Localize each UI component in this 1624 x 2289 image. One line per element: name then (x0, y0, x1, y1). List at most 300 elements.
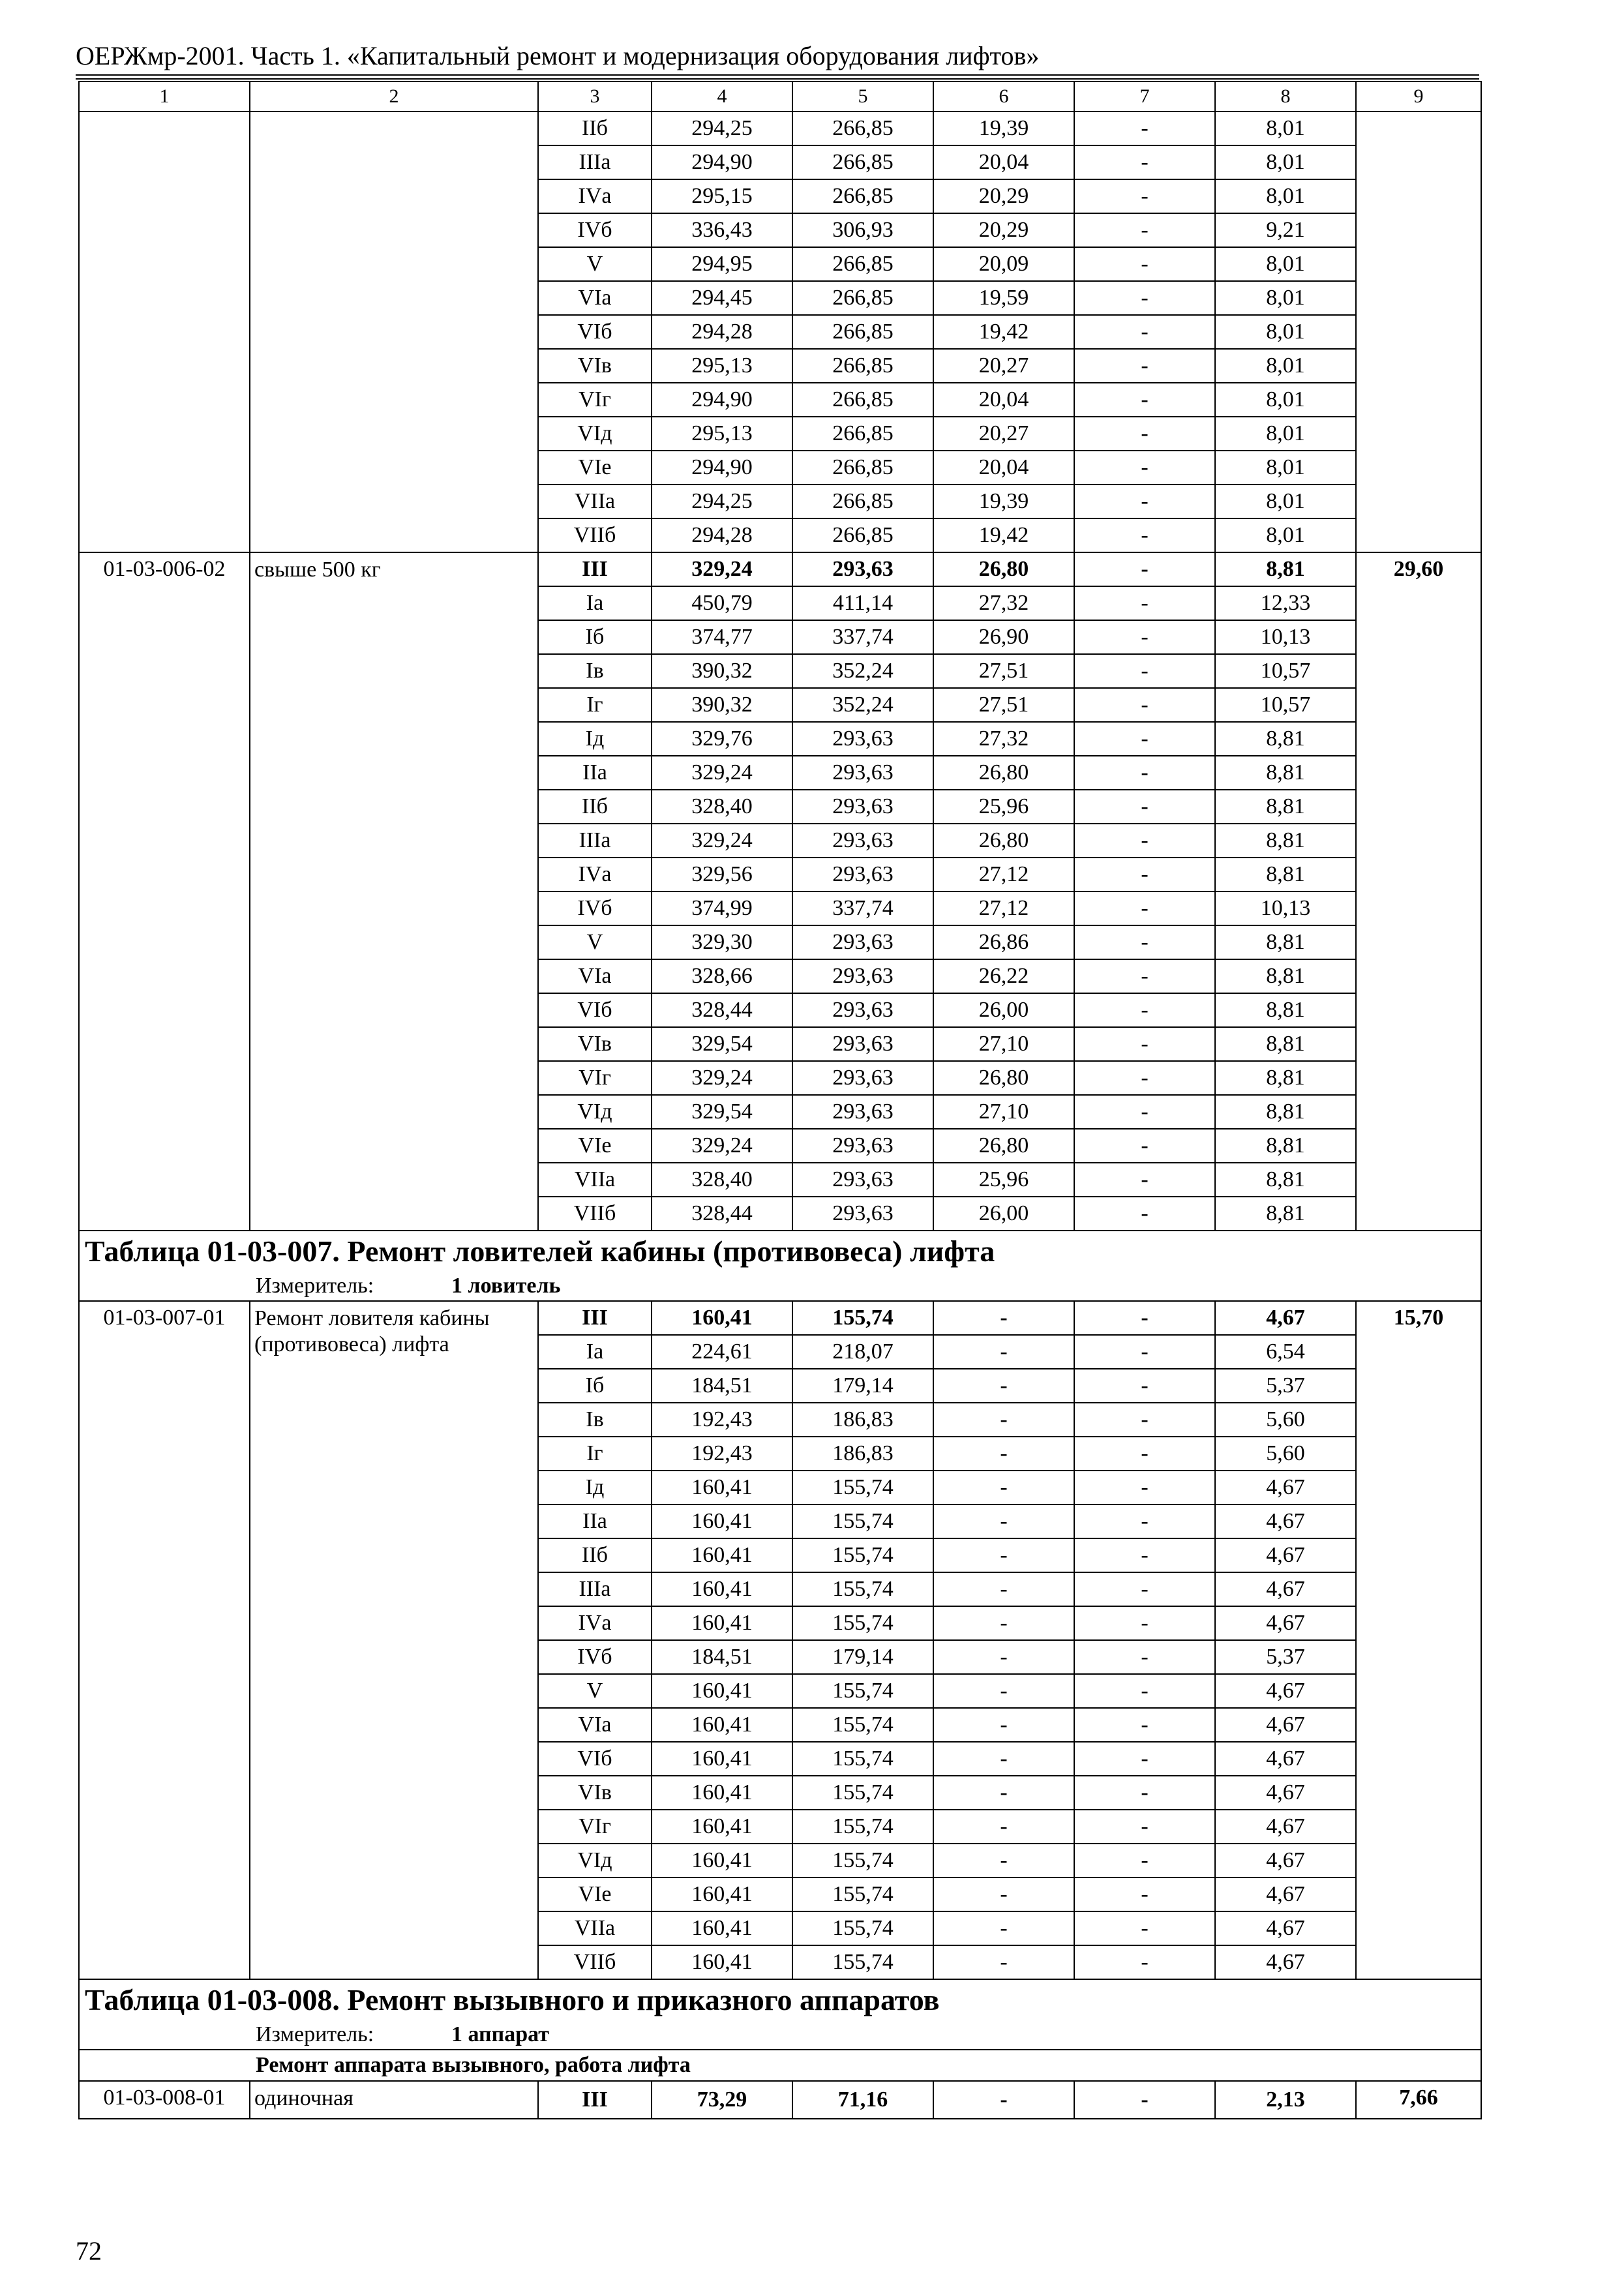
machinist-salary-cell: - (1074, 1061, 1215, 1095)
total-cost-cell: 160,41 (652, 1878, 792, 1911)
materials-cell: 4,67 (1215, 1572, 1356, 1606)
machinist-salary-cell: - (1074, 790, 1215, 824)
machine-cost-cell: - (933, 1640, 1074, 1674)
machine-cost-cell: 27,12 (933, 858, 1074, 891)
materials-cell: 12,33 (1215, 586, 1356, 620)
salary-cell: 266,85 (792, 112, 933, 145)
machinist-salary-cell: - (1074, 1129, 1215, 1163)
machine-cost-cell: 19,59 (933, 281, 1074, 315)
materials-cell: 8,81 (1215, 824, 1356, 858)
machine-cost-cell: 19,42 (933, 315, 1074, 349)
machinist-salary-cell: - (1074, 688, 1215, 722)
machine-cost-cell: 19,39 (933, 112, 1074, 145)
salary-cell: 155,74 (792, 1810, 933, 1844)
zone-cell: IIб (538, 790, 652, 824)
machinist-salary-cell: - (1074, 247, 1215, 281)
salary-cell: 293,63 (792, 1061, 933, 1095)
zone-cell: Iа (538, 1335, 652, 1369)
column-header: 3 (538, 82, 652, 112)
meter-label: Измеритель: (256, 1274, 374, 1298)
zone-cell: Iб (538, 620, 652, 654)
machine-cost-cell: 27,51 (933, 688, 1074, 722)
salary-cell: 266,85 (792, 145, 933, 179)
materials-cell: 8,81 (1215, 1129, 1356, 1163)
salary-cell: 293,63 (792, 993, 933, 1027)
table-body (79, 82, 1481, 2119)
machine-cost-cell: 20,27 (933, 417, 1074, 451)
salary-cell: 293,63 (792, 722, 933, 756)
machinist-salary-cell: - (1074, 1878, 1215, 1911)
salary-cell: 155,74 (792, 1538, 933, 1572)
machine-cost-cell: - (933, 1335, 1074, 1369)
machinist-salary-cell: - (1074, 281, 1215, 315)
meter-value: 1 ловитель (451, 1274, 561, 1298)
machinist-salary-cell: - (1074, 1606, 1215, 1640)
machinist-salary-cell: - (1074, 349, 1215, 383)
machinist-salary-cell: - (1074, 1471, 1215, 1504)
total-cost-cell: 160,41 (652, 1572, 792, 1606)
zone-cell: IIIа (538, 145, 652, 179)
salary-cell: 293,63 (792, 756, 933, 790)
zone-cell: III (538, 552, 652, 586)
zone-cell: VIIб (538, 1945, 652, 1979)
total-cost-cell: 294,28 (652, 518, 792, 552)
total-cost-cell: 73,29 (652, 2081, 792, 2119)
total-cost-cell: 294,95 (652, 247, 792, 281)
zone-cell: IVб (538, 1640, 652, 1674)
total-cost-cell: 294,90 (652, 451, 792, 485)
table-row (79, 552, 1481, 586)
total-cost-cell: 160,41 (652, 1708, 792, 1742)
machine-cost-cell: - (933, 1471, 1074, 1504)
zone-cell: IIа (538, 1504, 652, 1538)
labor-total: 15,70 (1356, 1301, 1481, 1979)
materials-cell: 8,81 (1215, 959, 1356, 993)
table-title: Таблица 01-03-007. Ремонт ловителей кабины (противовеса) лифта (79, 1231, 1481, 1272)
machine-cost-cell: 25,96 (933, 790, 1074, 824)
salary-cell: 155,74 (792, 1301, 933, 1335)
materials-cell: 10,57 (1215, 688, 1356, 722)
salary-cell: 266,85 (792, 451, 933, 485)
total-cost-cell: 160,41 (652, 1504, 792, 1538)
machinist-salary-cell: - (1074, 993, 1215, 1027)
machinist-salary-cell: - (1074, 1776, 1215, 1810)
machinist-salary-cell: - (1074, 1301, 1215, 1335)
machine-cost-cell: 26,86 (933, 925, 1074, 959)
subheader-text: Ремонт аппарата вызывного, работа лифта (79, 2050, 1481, 2081)
total-cost-cell: 160,41 (652, 1674, 792, 1708)
meter-value: 1 аппарат (451, 2022, 549, 2046)
zone-cell: IVа (538, 858, 652, 891)
salary-cell: 155,74 (792, 1708, 933, 1742)
total-cost-cell: 160,41 (652, 1945, 792, 1979)
total-cost-cell: 160,41 (652, 1844, 792, 1878)
materials-cell: 8,81 (1215, 925, 1356, 959)
zone-cell: VIб (538, 1742, 652, 1776)
total-cost-cell: 160,41 (652, 1742, 792, 1776)
salary-cell: 155,74 (792, 1606, 933, 1640)
zone-cell: Iд (538, 722, 652, 756)
machine-cost-cell: - (933, 1572, 1074, 1606)
machinist-salary-cell: - (1074, 1197, 1215, 1231)
rate-code: 01-03-006-02 (79, 552, 250, 1231)
zone-cell: VIб (538, 993, 652, 1027)
salary-cell: 186,83 (792, 1403, 933, 1437)
machinist-salary-cell: - (1074, 485, 1215, 518)
machine-cost-cell: 26,80 (933, 756, 1074, 790)
zone-cell: VIIб (538, 518, 652, 552)
materials-cell: 4,67 (1215, 1776, 1356, 1810)
total-cost-cell: 328,40 (652, 1163, 792, 1197)
zone-cell: Iв (538, 1403, 652, 1437)
machine-cost-cell: 20,29 (933, 179, 1074, 213)
zone-cell: VIе (538, 1878, 652, 1911)
materials-cell: 9,21 (1215, 213, 1356, 247)
total-cost-cell: 160,41 (652, 1471, 792, 1504)
machinist-salary-cell: - (1074, 722, 1215, 756)
machine-cost-cell: - (933, 2081, 1074, 2119)
total-cost-cell: 328,40 (652, 790, 792, 824)
rates-table (78, 81, 1482, 2119)
machinist-salary-cell: - (1074, 417, 1215, 451)
total-cost-cell: 294,45 (652, 281, 792, 315)
total-cost-cell: 160,41 (652, 1301, 792, 1335)
machinist-salary-cell: - (1074, 1810, 1215, 1844)
labor-total (1356, 112, 1481, 552)
zone-cell: VIд (538, 1844, 652, 1878)
machinist-salary-cell: - (1074, 1640, 1215, 1674)
zone-cell: V (538, 247, 652, 281)
salary-cell: 266,85 (792, 247, 933, 281)
materials-cell: 8,01 (1215, 518, 1356, 552)
total-cost-cell: 295,13 (652, 417, 792, 451)
total-cost-cell: 224,61 (652, 1335, 792, 1369)
materials-cell: 4,67 (1215, 1301, 1356, 1335)
materials-cell: 8,81 (1215, 1095, 1356, 1129)
total-cost-cell: 192,43 (652, 1403, 792, 1437)
machine-cost-cell: 27,51 (933, 654, 1074, 688)
zone-cell: IIб (538, 1538, 652, 1572)
column-header: 2 (250, 82, 538, 112)
machine-cost-cell: 20,27 (933, 349, 1074, 383)
materials-cell: 8,01 (1215, 145, 1356, 179)
salary-cell: 179,14 (792, 1640, 933, 1674)
materials-cell: 8,01 (1215, 349, 1356, 383)
machine-cost-cell: 26,80 (933, 1129, 1074, 1163)
salary-cell: 293,63 (792, 824, 933, 858)
rate-code: 01-03-008-01 (79, 2081, 250, 2119)
salary-cell: 337,74 (792, 620, 933, 654)
machinist-salary-cell: - (1074, 315, 1215, 349)
machine-cost-cell: 26,80 (933, 1061, 1074, 1095)
total-cost-cell: 294,90 (652, 145, 792, 179)
materials-cell: 8,81 (1215, 552, 1356, 586)
total-cost-cell: 184,51 (652, 1640, 792, 1674)
total-cost-cell: 390,32 (652, 688, 792, 722)
machine-cost-cell: - (933, 1674, 1074, 1708)
machinist-salary-cell: - (1074, 518, 1215, 552)
machine-cost-cell: - (933, 1810, 1074, 1844)
machine-cost-cell: 27,10 (933, 1095, 1074, 1129)
materials-cell: 4,67 (1215, 1844, 1356, 1878)
salary-cell: 293,63 (792, 1027, 933, 1061)
materials-cell: 8,01 (1215, 485, 1356, 518)
total-cost-cell: 294,25 (652, 485, 792, 518)
machine-cost-cell: 26,80 (933, 824, 1074, 858)
zone-cell: Iг (538, 688, 652, 722)
materials-cell: 4,67 (1215, 1742, 1356, 1776)
materials-cell: 8,01 (1215, 247, 1356, 281)
meter-label: Измеритель: (256, 2022, 374, 2046)
total-cost-cell: 374,77 (652, 620, 792, 654)
total-cost-cell: 184,51 (652, 1369, 792, 1403)
salary-cell: 293,63 (792, 858, 933, 891)
zone-cell: VIв (538, 1027, 652, 1061)
salary-cell: 155,74 (792, 1742, 933, 1776)
materials-cell: 8,01 (1215, 315, 1356, 349)
zone-cell: IVб (538, 213, 652, 247)
salary-cell: 218,07 (792, 1335, 933, 1369)
machine-cost-cell: 20,04 (933, 145, 1074, 179)
total-cost-cell: 295,15 (652, 179, 792, 213)
salary-cell: 352,24 (792, 654, 933, 688)
materials-cell: 8,81 (1215, 993, 1356, 1027)
machinist-salary-cell: - (1074, 891, 1215, 925)
zone-cell: V (538, 925, 652, 959)
machine-cost-cell: - (933, 1776, 1074, 1810)
materials-cell: 8,81 (1215, 1163, 1356, 1197)
machine-cost-cell: 26,80 (933, 552, 1074, 586)
materials-cell: 8,81 (1215, 790, 1356, 824)
zone-cell: VIе (538, 451, 652, 485)
total-cost-cell: 390,32 (652, 654, 792, 688)
salary-cell: 266,85 (792, 417, 933, 451)
machine-cost-cell: 26,00 (933, 1197, 1074, 1231)
machinist-salary-cell: - (1074, 1369, 1215, 1403)
machinist-salary-cell: - (1074, 925, 1215, 959)
materials-cell: 4,67 (1215, 1810, 1356, 1844)
subheader-row (79, 2050, 1481, 2081)
materials-cell: 5,60 (1215, 1403, 1356, 1437)
zone-cell: VIа (538, 1708, 652, 1742)
machinist-salary-cell: - (1074, 213, 1215, 247)
salary-cell: 155,74 (792, 1674, 933, 1708)
zone-cell: VIIа (538, 485, 652, 518)
machinist-salary-cell: - (1074, 1742, 1215, 1776)
salary-cell: 266,85 (792, 315, 933, 349)
zone-cell: VIа (538, 281, 652, 315)
materials-cell: 4,67 (1215, 1674, 1356, 1708)
machine-cost-cell: 20,09 (933, 247, 1074, 281)
total-cost-cell: 294,28 (652, 315, 792, 349)
salary-cell: 266,85 (792, 485, 933, 518)
table-title: Таблица 01-03-008. Ремонт вызывного и приказного аппаратов (79, 1979, 1481, 2020)
machinist-salary-cell: - (1074, 756, 1215, 790)
machine-cost-cell: - (933, 1437, 1074, 1471)
column-header: 6 (933, 82, 1074, 112)
total-cost-cell: 450,79 (652, 586, 792, 620)
total-cost-cell: 160,41 (652, 1776, 792, 1810)
total-cost-cell: 329,24 (652, 756, 792, 790)
machinist-salary-cell: - (1074, 959, 1215, 993)
salary-cell: 293,63 (792, 1197, 933, 1231)
machine-cost-cell: 27,12 (933, 891, 1074, 925)
machinist-salary-cell: - (1074, 552, 1215, 586)
rate-name: одиночная (250, 2081, 538, 2119)
zone-cell: Iа (538, 586, 652, 620)
total-cost-cell: 329,24 (652, 1061, 792, 1095)
zone-cell: III (538, 2081, 652, 2119)
total-cost-cell: 160,41 (652, 1606, 792, 1640)
total-cost-cell: 328,44 (652, 1197, 792, 1231)
zone-cell: VIг (538, 383, 652, 417)
materials-cell: 8,01 (1215, 112, 1356, 145)
materials-cell: 10,13 (1215, 891, 1356, 925)
salary-cell: 293,63 (792, 1129, 933, 1163)
machine-cost-cell: - (933, 1606, 1074, 1640)
materials-cell: 10,57 (1215, 654, 1356, 688)
table-row (79, 2081, 1481, 2119)
machinist-salary-cell: - (1074, 1403, 1215, 1437)
salary-cell: 352,24 (792, 688, 933, 722)
salary-cell: 293,63 (792, 552, 933, 586)
salary-cell: 293,63 (792, 1163, 933, 1197)
materials-cell: 4,67 (1215, 1606, 1356, 1640)
machine-cost-cell: - (933, 1844, 1074, 1878)
materials-cell: 8,01 (1215, 383, 1356, 417)
total-cost-cell: 374,99 (652, 891, 792, 925)
header-rule (76, 74, 1479, 76)
machinist-salary-cell: - (1074, 1538, 1215, 1572)
total-cost-cell: 160,41 (652, 1538, 792, 1572)
machinist-salary-cell: - (1074, 654, 1215, 688)
materials-cell: 8,01 (1215, 281, 1356, 315)
machinist-salary-cell: - (1074, 1335, 1215, 1369)
zone-cell: VIд (538, 1095, 652, 1129)
materials-cell: 10,13 (1215, 620, 1356, 654)
rate-code (79, 112, 250, 552)
materials-cell: 4,67 (1215, 1911, 1356, 1945)
machinist-salary-cell: - (1074, 383, 1215, 417)
column-header: 8 (1215, 82, 1356, 112)
zone-cell: IVа (538, 1606, 652, 1640)
materials-cell: 8,01 (1215, 417, 1356, 451)
salary-cell: 155,74 (792, 1878, 933, 1911)
total-cost-cell: 329,30 (652, 925, 792, 959)
materials-cell: 5,60 (1215, 1437, 1356, 1471)
table-title-row (79, 1979, 1481, 2020)
salary-cell: 337,74 (792, 891, 933, 925)
materials-cell: 6,54 (1215, 1335, 1356, 1369)
salary-cell: 293,63 (792, 925, 933, 959)
materials-cell: 8,81 (1215, 1027, 1356, 1061)
materials-cell: 8,01 (1215, 179, 1356, 213)
total-cost-cell: 329,24 (652, 1129, 792, 1163)
machine-cost-cell: 27,10 (933, 1027, 1074, 1061)
materials-cell: 4,67 (1215, 1538, 1356, 1572)
machine-cost-cell: 25,96 (933, 1163, 1074, 1197)
machinist-salary-cell: - (1074, 1844, 1215, 1878)
materials-cell: 5,37 (1215, 1640, 1356, 1674)
machinist-salary-cell: - (1074, 858, 1215, 891)
machine-cost-cell: 20,29 (933, 213, 1074, 247)
materials-cell: 2,13 (1215, 2081, 1356, 2119)
machinist-salary-cell: - (1074, 1674, 1215, 1708)
machine-cost-cell: - (933, 1911, 1074, 1945)
zone-cell: VIе (538, 1129, 652, 1163)
zone-cell: IIIа (538, 1572, 652, 1606)
machine-cost-cell: 26,00 (933, 993, 1074, 1027)
machinist-salary-cell: - (1074, 1945, 1215, 1979)
salary-cell: 155,74 (792, 1572, 933, 1606)
materials-cell: 8,81 (1215, 1061, 1356, 1095)
zone-cell: IIб (538, 112, 652, 145)
zone-cell: VIв (538, 1776, 652, 1810)
machine-cost-cell: 27,32 (933, 586, 1074, 620)
salary-cell: 266,85 (792, 518, 933, 552)
zone-cell: III (538, 1301, 652, 1335)
zone-cell: IIа (538, 756, 652, 790)
header-rule (76, 78, 1479, 80)
zone-cell: V (538, 1674, 652, 1708)
machine-cost-cell: - (933, 1878, 1074, 1911)
zone-cell: VIа (538, 959, 652, 993)
column-header-row (79, 82, 1481, 112)
zone-cell: Iг (538, 1437, 652, 1471)
salary-cell: 266,85 (792, 179, 933, 213)
total-cost-cell: 160,41 (652, 1810, 792, 1844)
total-cost-cell: 328,66 (652, 959, 792, 993)
materials-cell: 4,67 (1215, 1504, 1356, 1538)
salary-cell: 266,85 (792, 281, 933, 315)
machinist-salary-cell: - (1074, 1572, 1215, 1606)
total-cost-cell: 160,41 (652, 1911, 792, 1945)
zone-cell: VIг (538, 1810, 652, 1844)
salary-cell: 155,74 (792, 1844, 933, 1878)
machinist-salary-cell: - (1074, 824, 1215, 858)
materials-cell: 8,81 (1215, 858, 1356, 891)
total-cost-cell: 329,76 (652, 722, 792, 756)
table-row (79, 1301, 1481, 1335)
rate-name (250, 112, 538, 552)
salary-cell: 306,93 (792, 213, 933, 247)
machine-cost-cell: - (933, 1369, 1074, 1403)
total-cost-cell: 329,54 (652, 1095, 792, 1129)
salary-cell: 266,85 (792, 383, 933, 417)
column-header: 7 (1074, 82, 1215, 112)
zone-cell: VIб (538, 315, 652, 349)
labor-total: 29,60 (1356, 552, 1481, 1231)
machinist-salary-cell: - (1074, 179, 1215, 213)
materials-cell: 5,37 (1215, 1369, 1356, 1403)
machine-cost-cell: 27,32 (933, 722, 1074, 756)
machine-cost-cell: 19,39 (933, 485, 1074, 518)
zone-cell: IVб (538, 891, 652, 925)
meter-row (79, 2020, 1481, 2050)
meter-cell (79, 1272, 1481, 1301)
materials-cell: 4,67 (1215, 1945, 1356, 1979)
page-header: ОЕРЖмр-2001. Часть 1. «Капитальный ремонт и модернизация оборудования лифтов» (76, 41, 1040, 70)
salary-cell: 155,74 (792, 1911, 933, 1945)
machinist-salary-cell: - (1074, 1095, 1215, 1129)
machine-cost-cell: 19,42 (933, 518, 1074, 552)
salary-cell: 155,74 (792, 1945, 933, 1979)
machine-cost-cell: 20,04 (933, 383, 1074, 417)
total-cost-cell: 329,24 (652, 824, 792, 858)
machinist-salary-cell: - (1074, 1437, 1215, 1471)
meter-cell (79, 2020, 1481, 2050)
machinist-salary-cell: - (1074, 620, 1215, 654)
